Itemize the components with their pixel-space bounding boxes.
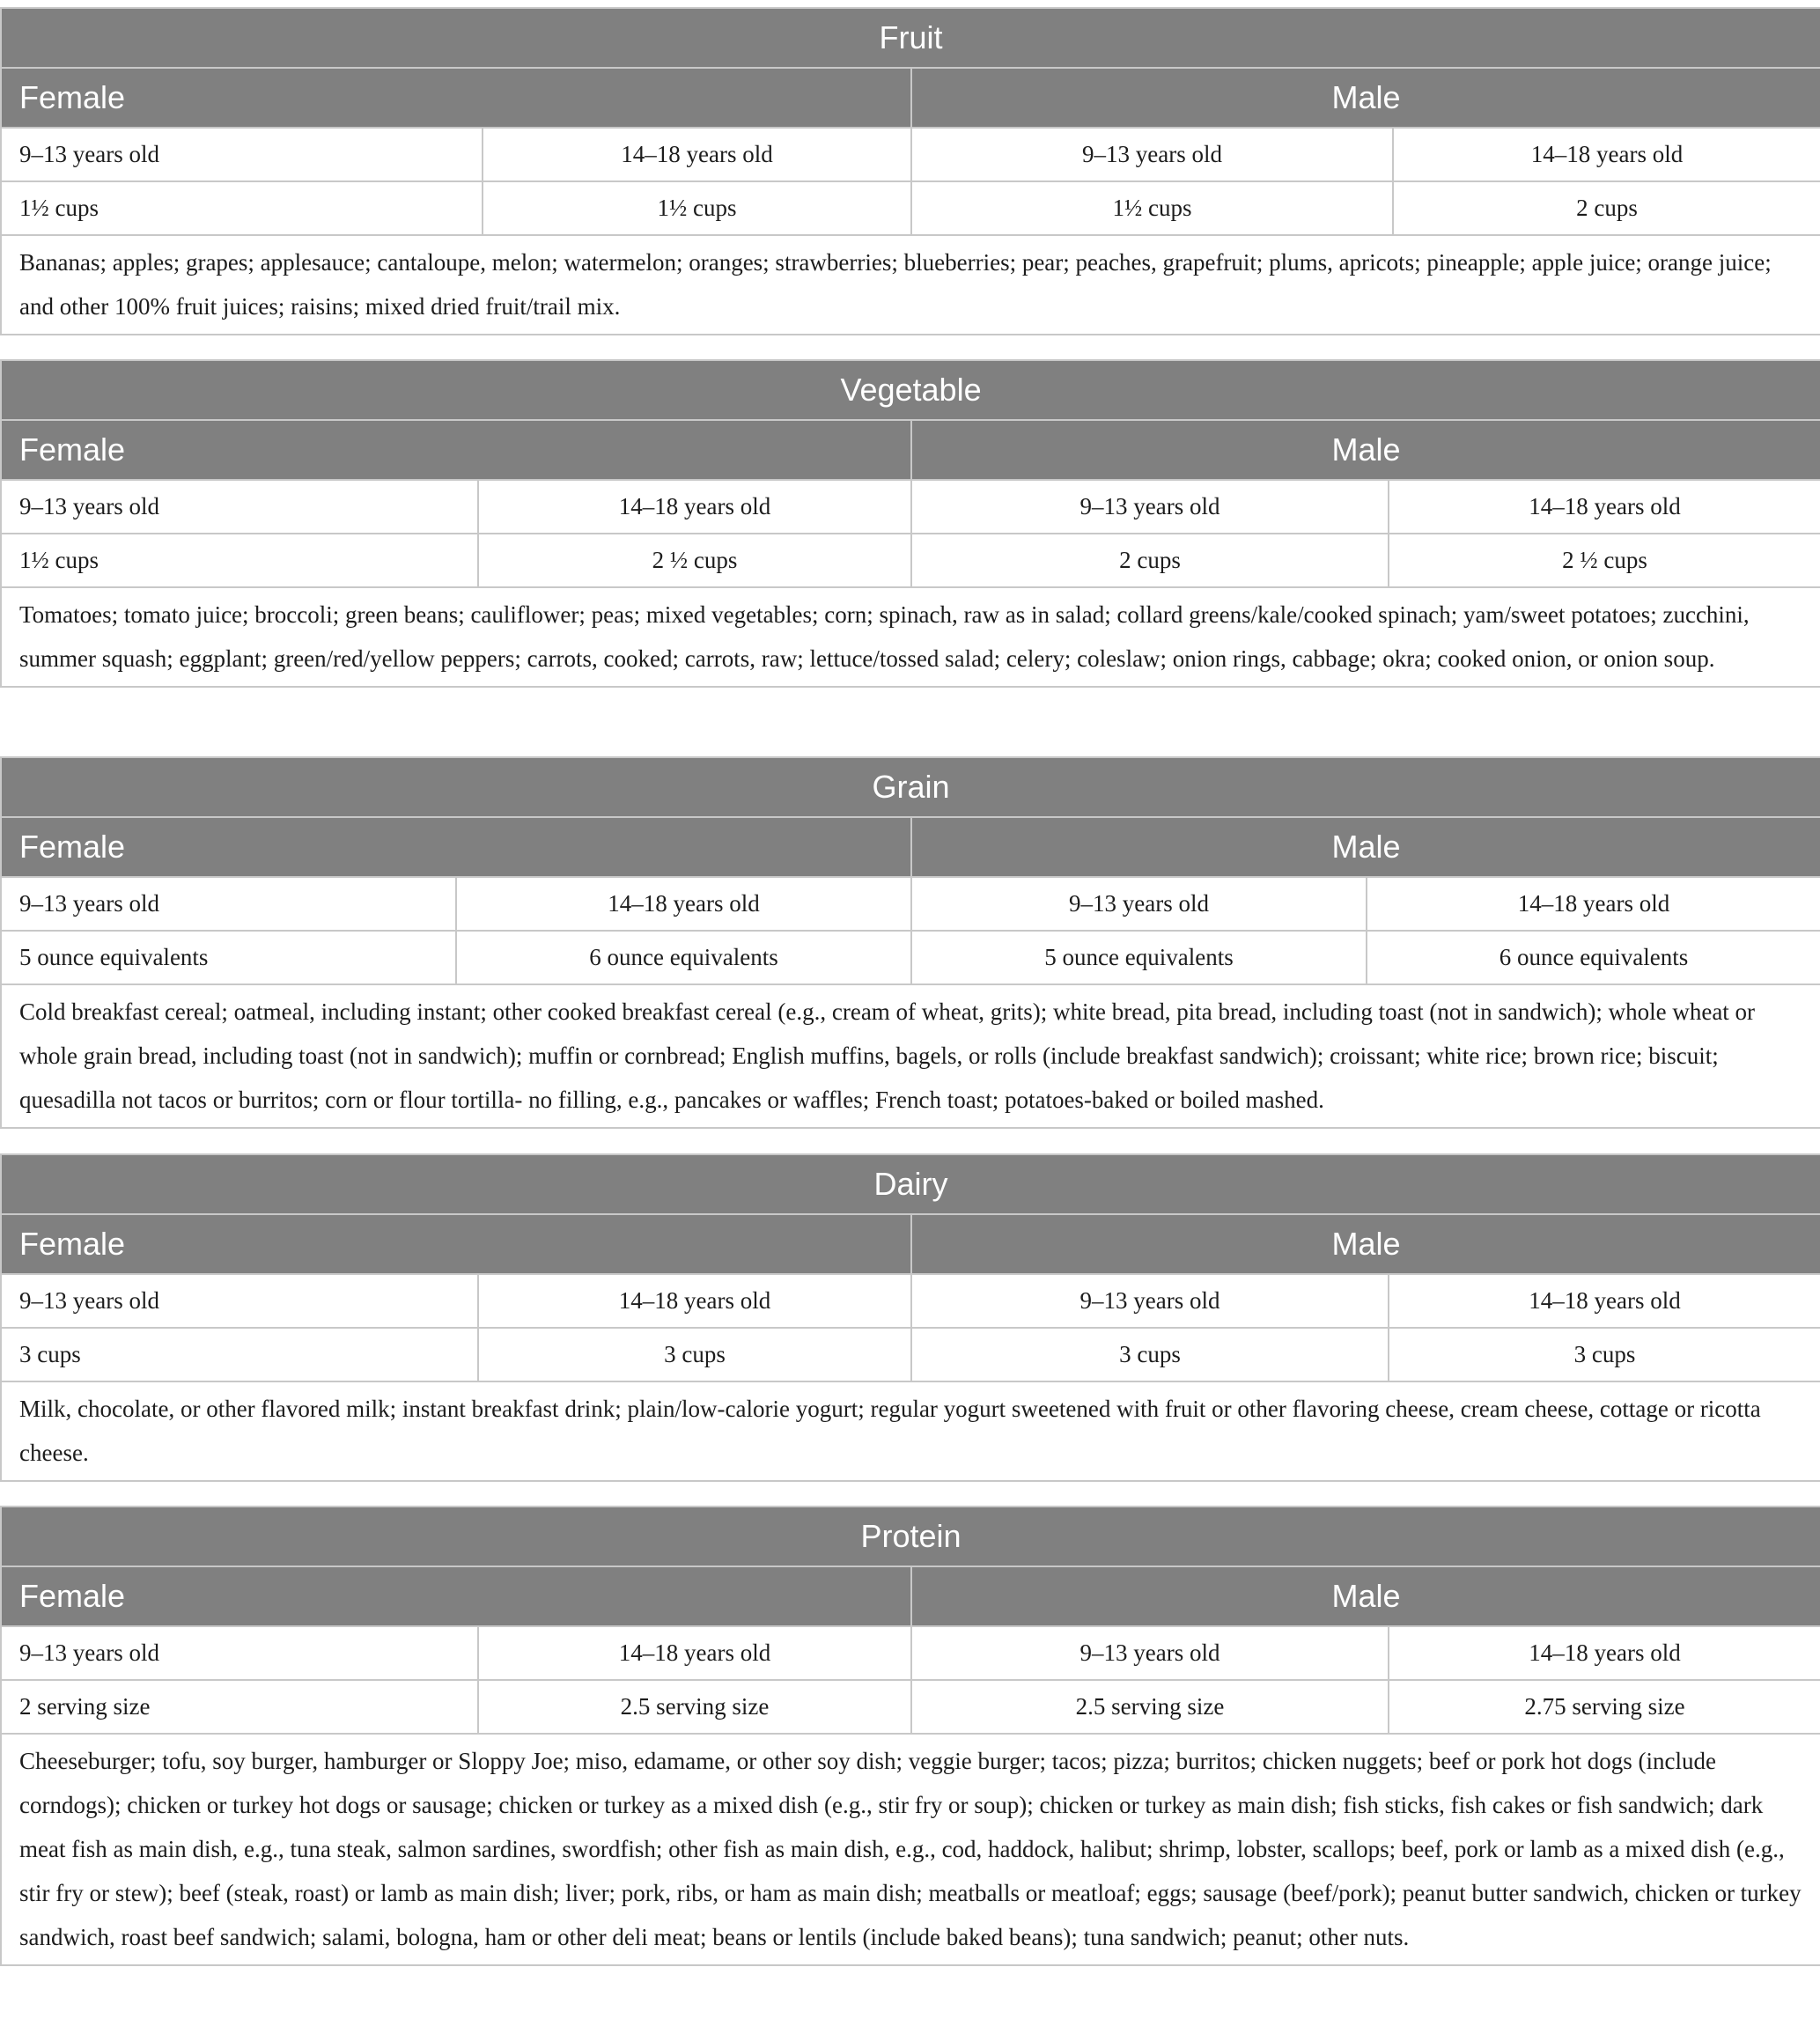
food-examples: Cheeseburger; tofu, soy burger, hamburger or Sloppy Joe; miso, edamame, or other soy dish; veggie burger; tacos; pizza; burritos; chicken nuggets; beef or pork hot dogs (include corndogs); chicken or turkey hot dogs or sausage; chicken or turkey as a mixed dish (e.g., stir fry or soup); chicken or turkey as main dish; fish sticks, fish cakes or fish sandwich; dark meat fish as main dish, e.g., tuna steak, salmon sardines, swordfish; other fish as main dish, e.g., cod, haddock, halibut; shrimp, lobster, scallops; beef, pork or lamb as a mixed dish (e.g., stir fry or stew); beef (steak, roast) or lamb as main dish; liver; pork, ribs, or ham as main dish; meatballs or meatloaf; eggs; sausage (beef/pork); peanut butter sandwich, chicken or turkey sandwich, roast beef sandwich; salami, bologna, ham or other deli meat; beans or lentils (include baked beans); tuna sandwich; peanut; other nuts. bbox=[1, 1734, 1820, 1965]
age-row bbox=[1, 128, 1820, 181]
age-cell: 9–13 years old bbox=[911, 480, 1389, 534]
protein-table bbox=[0, 1506, 1820, 1966]
amount-cell: 1½ cups bbox=[1, 534, 478, 587]
food-examples: Bananas; apples; grapes; applesauce; cantaloupe, melon; watermelon; oranges; strawberries; blueberries; pear; peaches, grapefruit; plums, apricots; pineapple; apple juice; orange juice; and other 100% fruit juices; raisins; mixed dried fruit/trail mix. bbox=[1, 235, 1820, 335]
amount-cell: 1½ cups bbox=[1, 181, 483, 235]
age-cell: 14–18 years old bbox=[1393, 128, 1820, 181]
age-cell: 9–13 years old bbox=[911, 1626, 1389, 1680]
group-title: Vegetable bbox=[1, 360, 1820, 420]
age-cell: 9–13 years old bbox=[911, 128, 1393, 181]
amount-row bbox=[1, 931, 1820, 984]
age-cell: 9–13 years old bbox=[911, 1274, 1389, 1328]
age-cell: 9–13 years old bbox=[1, 480, 478, 534]
amount-cell: 2 ½ cups bbox=[1389, 534, 1820, 587]
age-cell: 14–18 years old bbox=[456, 877, 911, 931]
amount-cell: 2.75 serving size bbox=[1389, 1680, 1820, 1734]
group-title: Fruit bbox=[1, 8, 1820, 68]
amount-cell: 2 ½ cups bbox=[478, 534, 911, 587]
fruit-table bbox=[0, 7, 1820, 335]
amount-cell: 5 ounce equivalents bbox=[911, 931, 1367, 984]
age-cell: 14–18 years old bbox=[1389, 1626, 1820, 1680]
amount-cell: 2 cups bbox=[1393, 181, 1820, 235]
group-title: Grain bbox=[1, 757, 1820, 817]
amount-cell: 3 cups bbox=[911, 1328, 1389, 1381]
food-examples: Cold breakfast cereal; oatmeal, including instant; other cooked breakfast cereal (e.g., cream of wheat, grits); white bread, pita bread, including toast (not in sandwich); whole wheat or whole grain bread, including toast (not in sandwich); muffin or cornbread; English muffins, bagels, or rolls (include breakfast sandwich); croissant; white rice; brown rice; biscuit; quesadilla not tacos or burritos; corn or flour tortilla- no filling, e.g., pancakes or waffles; French toast; potatoes-baked or boiled mashed. bbox=[1, 984, 1820, 1128]
amount-row bbox=[1, 1680, 1820, 1734]
food-examples: Tomatoes; tomato juice; broccoli; green beans; cauliflower; peas; mixed vegetables; corn; spinach, raw as in salad; collard greens/kale/cooked spinach; yam/sweet potatoes; zucchini, summer squash; eggplant; green/red/yellow peppers; carrots, cooked; carrots, raw; lettuce/tossed salad; celery; coleslaw; onion rings, cabbage; okra; cooked onion, or onion soup. bbox=[1, 587, 1820, 687]
age-cell: 9–13 years old bbox=[1, 1274, 478, 1328]
female-header: Female bbox=[1, 1214, 911, 1274]
age-cell: 14–18 years old bbox=[478, 1626, 911, 1680]
male-header: Male bbox=[911, 817, 1820, 877]
amount-cell: 2.5 serving size bbox=[911, 1680, 1389, 1734]
group-title: Dairy bbox=[1, 1154, 1820, 1214]
group-title: Protein bbox=[1, 1507, 1820, 1566]
amount-row bbox=[1, 534, 1820, 587]
age-cell: 14–18 years old bbox=[478, 480, 911, 534]
age-cell: 14–18 years old bbox=[1389, 480, 1820, 534]
age-row bbox=[1, 1626, 1820, 1680]
food-examples: Milk, chocolate, or other flavored milk; instant breakfast drink; plain/low-calorie yogurt; regular yogurt sweetened with fruit or other flavoring cheese, cream cheese, cottage or ricotta cheese. bbox=[1, 1381, 1820, 1481]
male-header: Male bbox=[911, 1214, 1820, 1274]
amount-cell: 2 cups bbox=[911, 534, 1389, 587]
amount-cell: 3 cups bbox=[1389, 1328, 1820, 1381]
female-header: Female bbox=[1, 420, 911, 480]
amount-cell: 6 ounce equivalents bbox=[1367, 931, 1820, 984]
amount-row bbox=[1, 181, 1820, 235]
female-header: Female bbox=[1, 68, 911, 128]
amount-cell: 1½ cups bbox=[483, 181, 911, 235]
female-header: Female bbox=[1, 817, 911, 877]
male-header: Male bbox=[911, 420, 1820, 480]
amount-cell: 5 ounce equivalents bbox=[1, 931, 456, 984]
grain-table bbox=[0, 756, 1820, 1129]
age-cell: 9–13 years old bbox=[911, 877, 1367, 931]
age-row bbox=[1, 480, 1820, 534]
amount-cell: 3 cups bbox=[1, 1328, 478, 1381]
age-cell: 14–18 years old bbox=[478, 1274, 911, 1328]
age-cell: 14–18 years old bbox=[1389, 1274, 1820, 1328]
male-header: Male bbox=[911, 68, 1820, 128]
age-cell: 9–13 years old bbox=[1, 1626, 478, 1680]
dairy-table bbox=[0, 1153, 1820, 1482]
age-cell: 14–18 years old bbox=[1367, 877, 1820, 931]
amount-row bbox=[1, 1328, 1820, 1381]
vegetable-table bbox=[0, 359, 1820, 688]
age-cell: 14–18 years old bbox=[483, 128, 911, 181]
age-row bbox=[1, 877, 1820, 931]
age-row bbox=[1, 1274, 1820, 1328]
amount-cell: 6 ounce equivalents bbox=[456, 931, 911, 984]
age-cell: 9–13 years old bbox=[1, 128, 483, 181]
amount-cell: 2.5 serving size bbox=[478, 1680, 911, 1734]
age-cell: 9–13 years old bbox=[1, 877, 456, 931]
female-header: Female bbox=[1, 1566, 911, 1626]
amount-cell: 2 serving size bbox=[1, 1680, 478, 1734]
amount-cell: 1½ cups bbox=[911, 181, 1393, 235]
male-header: Male bbox=[911, 1566, 1820, 1626]
amount-cell: 3 cups bbox=[478, 1328, 911, 1381]
